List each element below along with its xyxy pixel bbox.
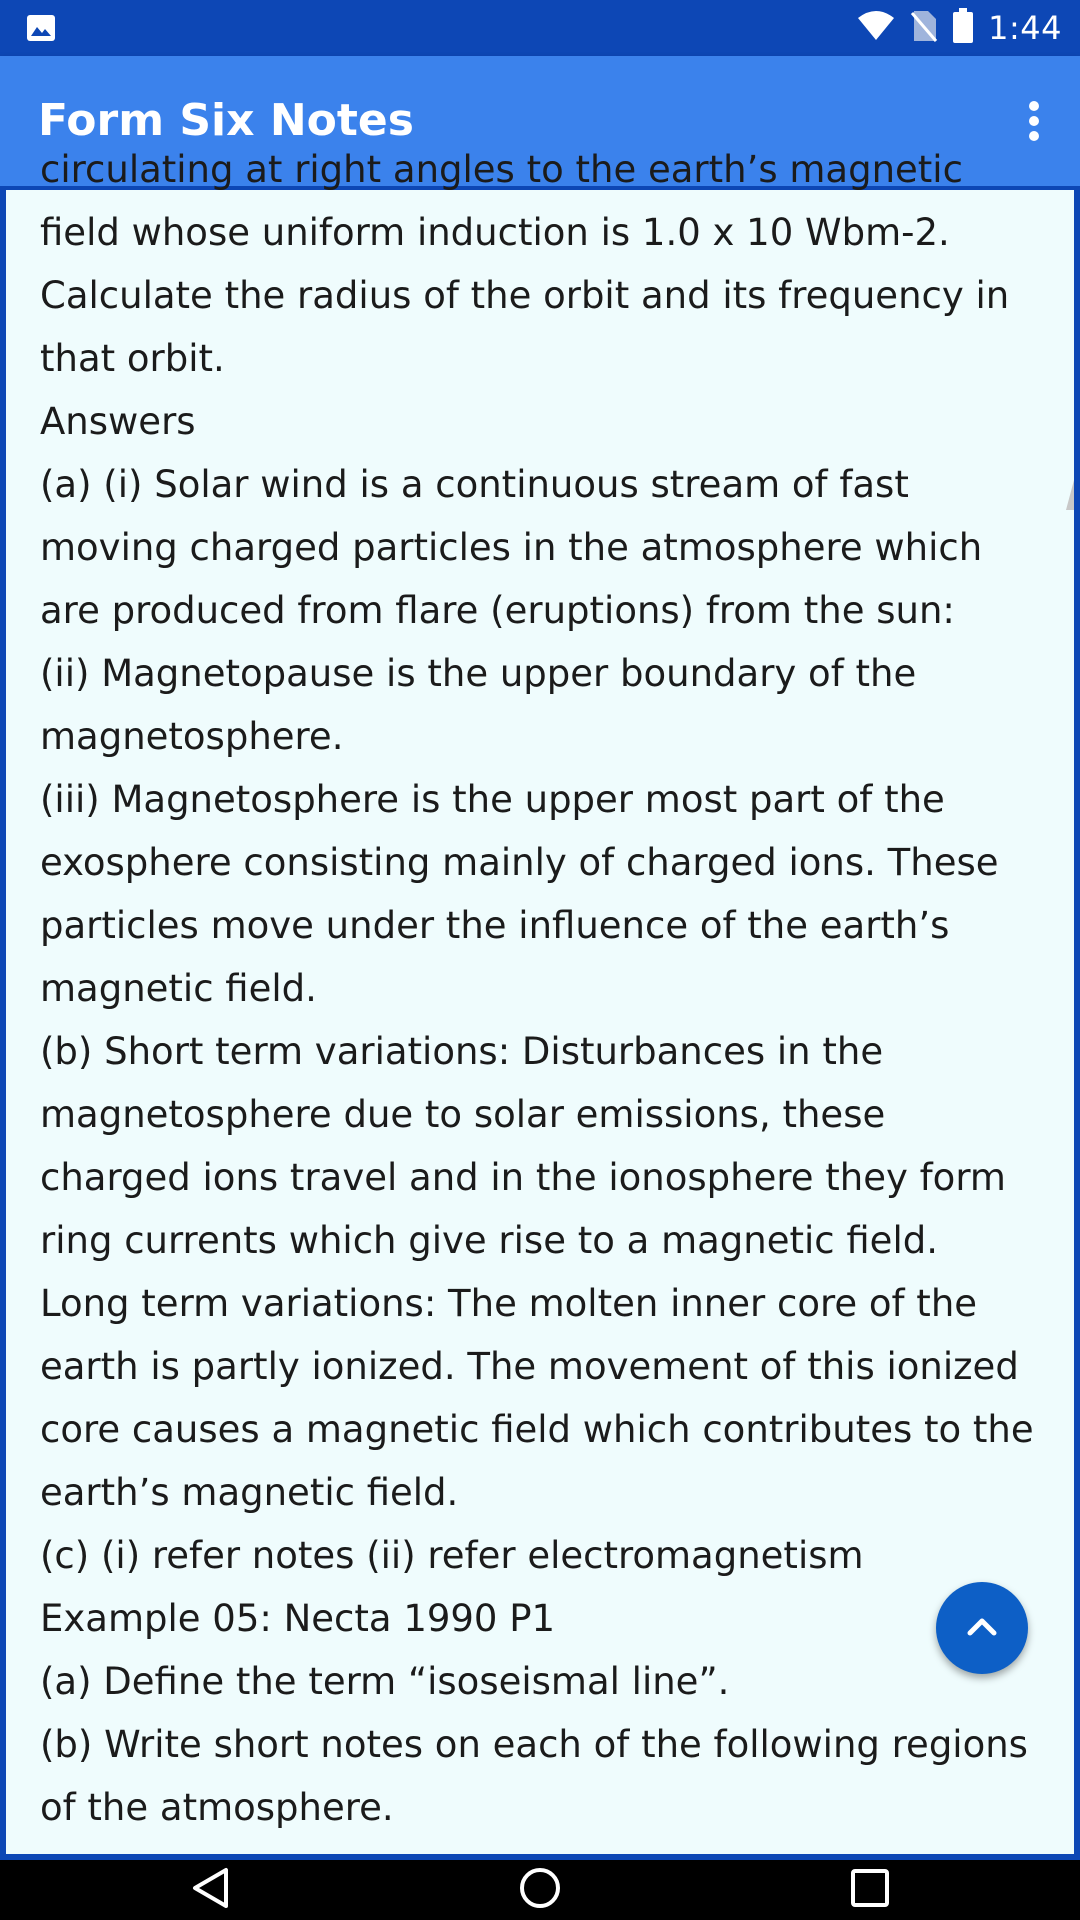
app-title: Form Six Notes (38, 95, 414, 146)
scrollbar-thumb[interactable] (1066, 480, 1074, 510)
battery-icon (952, 8, 974, 48)
recents-button[interactable] (830, 1860, 910, 1920)
text-line: Calculate the radius of the orbit and its frequency in (40, 274, 1010, 317)
recents-icon (850, 1868, 890, 1912)
nav-bar (0, 1860, 1080, 1920)
text-line: circulating at right angles to the earth’s magnetic (40, 148, 963, 191)
status-time: 1:44 (988, 9, 1062, 47)
text-line: (a) (i) Solar wind is a continuous stream of fast (40, 463, 909, 506)
text-line: of the atmosphere. (40, 1786, 394, 1829)
text-line: Answers (40, 400, 196, 443)
notes-content[interactable] (6, 148, 1074, 1854)
home-button[interactable] (500, 1860, 580, 1920)
scroll-to-top-button[interactable] (936, 1582, 1028, 1674)
text-line: ring currents which give rise to a magnetic field. (40, 1219, 938, 1262)
notes-text (40, 138, 1050, 1839)
back-icon (190, 1866, 230, 1914)
chevron-up-icon (965, 1615, 999, 1641)
no-sim-icon (910, 9, 938, 47)
text-line: that orbit. (40, 337, 225, 380)
text-line: (b) Write short notes on each of the following regions (40, 1723, 1028, 1766)
text-line: exosphere consisting mainly of charged ions. These (40, 841, 999, 884)
text-line: Long term variations: The molten inner core of the (40, 1282, 978, 1325)
text-line: magnetosphere due to solar emissions, these (40, 1093, 886, 1136)
text-line: (ii) Magnetopause is the upper boundary of the (40, 652, 917, 695)
home-icon (518, 1866, 562, 1914)
text-line: Example 05: Necta 1990 P1 (40, 1597, 556, 1640)
image-notification-icon (26, 14, 56, 42)
text-line: core causes a magnetic field which contributes to the (40, 1408, 1034, 1451)
text-line: are produced from flare (eruptions) from the sun: (40, 589, 955, 632)
text-line: field whose uniform induction is 1.0 x 10 Wbm-2. (40, 211, 950, 254)
text-line: particles move under the influence of the earth’s (40, 904, 950, 947)
text-line: magnetic field. (40, 967, 317, 1010)
text-line: (iii) Magnetosphere is the upper most part of the (40, 778, 945, 821)
status-bar (0, 0, 1080, 56)
text-line: charged ions travel and in the ionosphere they form (40, 1156, 1006, 1199)
text-line: earth’s magnetic field. (40, 1471, 459, 1514)
text-line: magnetosphere. (40, 715, 344, 758)
back-button[interactable] (170, 1860, 250, 1920)
text-line: moving charged particles in the atmosphere which (40, 526, 983, 569)
text-line: (b) Short term variations: Disturbances in the (40, 1030, 884, 1073)
content-frame (0, 148, 1080, 1860)
wifi-icon (856, 10, 896, 46)
text-line: (c) (i) refer notes (ii) refer electromagnetism (40, 1534, 864, 1577)
text-line: earth is partly ionized. The movement of this ionized (40, 1345, 1019, 1388)
text-line: (a) Define the term “isoseismal line”. (40, 1660, 730, 1703)
